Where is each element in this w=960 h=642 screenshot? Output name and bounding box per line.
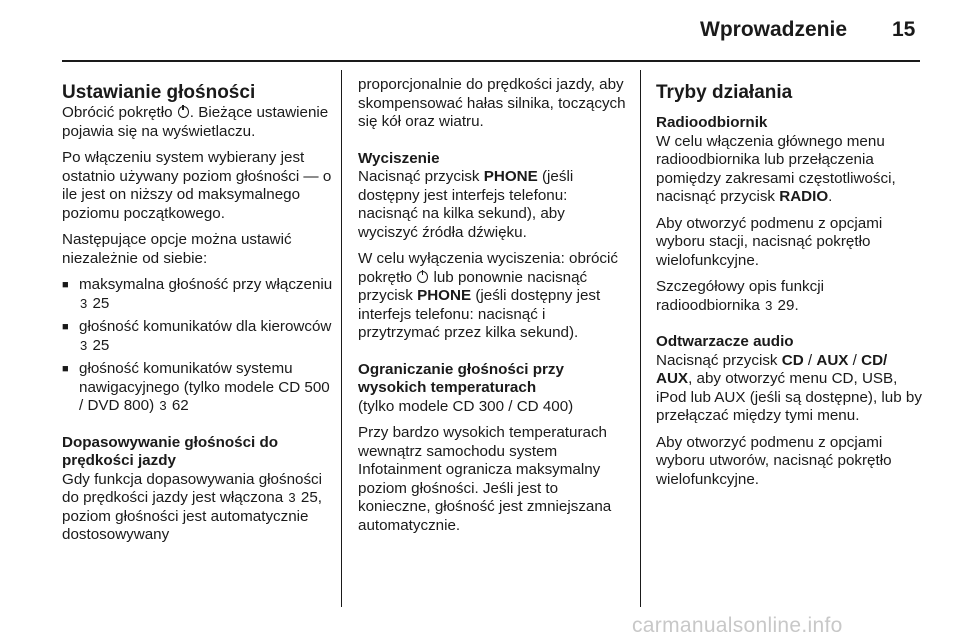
key-label: AUX [816, 351, 849, 369]
list-item [62, 360, 334, 416]
paragraph: Aby otworzyć podmenu z opcjami wyboru utworów, nacisnąć pokrętło wielofunkcyjne. [656, 433, 892, 488]
page-ref-arrow-icon: 3 [288, 490, 296, 505]
knob-icon [417, 271, 428, 283]
text: Nacisnąć przycisk [656, 351, 782, 369]
list-item [62, 276, 334, 313]
paragraph [62, 104, 334, 141]
page-number: 15 [892, 18, 916, 41]
paragraph: Po włączeniu system wybierany jest ostatnio używany poziom głośności — o ile jest on niższy od maksymalnego poziomu początkowego. [62, 149, 332, 222]
text: , aby otworzyć menu CD, USB, iPod lub AUX (jeśli są dostępne), lub by przełączać między tymi menu. [656, 370, 922, 424]
text: Gdy funkcja dopasowywania głośności do prędkości jazdy jest włączona [62, 470, 323, 506]
subsection-heading: Ograniczanie głośności przy wysokich temperaturach [358, 360, 564, 396]
spacer [62, 424, 334, 434]
text: / [803, 351, 817, 369]
subsection-heading: Odtwarzacze audio [656, 333, 794, 350]
text: W celu włączenia głównego menu radioodbiornika lub przełączenia pomiędzy zakresami częstotliwości, nacisnąć przycisk [656, 132, 896, 205]
watermark: carmanualsonline.info [632, 614, 843, 637]
paragraph: (tylko modele CD 300 / CD 400) [358, 397, 574, 415]
text: . Bieżące ustawienie pojawia się na wyświetlaczu. [62, 104, 329, 140]
text: Obrócić pokrętło [62, 104, 177, 121]
list-item [62, 318, 334, 355]
page-ref: 25 [92, 336, 110, 354]
column-1 [62, 82, 334, 553]
subsection-heading: Dopasowywanie głośności do prędkości jazdy [62, 433, 279, 469]
paragraph [358, 168, 628, 242]
text: Nacisnąć przycisk [358, 168, 484, 185]
text: . [828, 188, 833, 205]
text: W celu wyłączenia wyciszenia: obrócić pokrętło [358, 250, 618, 286]
text: głośność komunikatów systemu nawigacyjnego (tylko modele CD 500 / DVD 800) [79, 360, 330, 414]
section-title-modes: Tryby działania [656, 82, 793, 103]
subsection-heading: Radioodbiornik [656, 114, 768, 131]
spacer [656, 104, 924, 114]
text: , poziom głośności jest automatycznie dostosowywany [62, 489, 323, 543]
column-3 [656, 82, 924, 497]
column-divider-right [640, 70, 641, 607]
paragraph: proporcjonalnie do prędkości jazdy, aby skompensować hałas silnika, toczących się kół oraz wiatru. [358, 76, 626, 130]
page-ref-arrow-icon: 3 [159, 398, 167, 413]
page-ref-arrow-icon: 3 [80, 337, 88, 353]
paragraph [358, 250, 628, 343]
paragraph: Następujące opcje można ustawić niezależnie od siebie: [62, 231, 292, 267]
spacer [358, 140, 628, 150]
header-rule [62, 60, 920, 62]
key-label: CD/ AUX [656, 351, 888, 387]
knob-icon [178, 106, 189, 118]
key-label: PHONE [483, 168, 538, 185]
subsection-heading: Wyciszenie [358, 149, 440, 167]
text: / [848, 351, 862, 369]
page-header-title: Wprowadzenie [700, 18, 848, 41]
page-ref-arrow-icon: 3 [80, 295, 88, 311]
paragraph: Aby otworzyć podmenu z opcjami wyboru stacji, nacisnąć pokrętło wielofunkcyjne. [656, 214, 883, 269]
page-ref: 29 [777, 296, 795, 314]
text: głośność komunikatów dla kierowców [79, 318, 332, 335]
paragraph [656, 352, 924, 426]
page-ref-arrow-icon: 3 [765, 297, 773, 313]
key-label: RADIO [779, 188, 829, 205]
section-title-volume: Ustawianie głośności [62, 82, 256, 103]
spacer [358, 351, 628, 361]
spacer [656, 323, 924, 333]
text: lub ponownie nacisnąć przycisk [358, 268, 588, 304]
text: Szczegółowy opis funkcji radioodbiornika [656, 278, 824, 314]
key-label: PHONE [417, 287, 472, 304]
paragraph [656, 278, 924, 315]
text: maksymalna głośność przy włączeniu [79, 276, 333, 293]
page-ref: 25 [300, 489, 318, 506]
page-ref: 62 [171, 397, 189, 414]
paragraph: Przy bardzo wysokich temperaturach wewnątrz samochodu system Infotainment ogranicza maksymalny poziom głośności. Jeśli jest to konieczne, głośność jest zmniejszana automatycznie. [358, 424, 612, 534]
column-divider-left [341, 70, 342, 607]
bullet-list [62, 276, 334, 416]
paragraph [62, 471, 334, 545]
key-label: CD [781, 351, 804, 369]
page-ref: 25 [92, 294, 110, 312]
column-2 [358, 76, 628, 543]
text: (jeśli dostępny jest interfejs telefonu: nacisnąć na kilka sekund), aby wyciszyć źródła dźwięku. [358, 168, 574, 241]
text: (jeśli dostępny jest interfejs telefonu: nacisnąć i przytrzymać przez kilka sekund). [358, 287, 601, 341]
paragraph [656, 133, 924, 207]
text: . [794, 296, 799, 314]
